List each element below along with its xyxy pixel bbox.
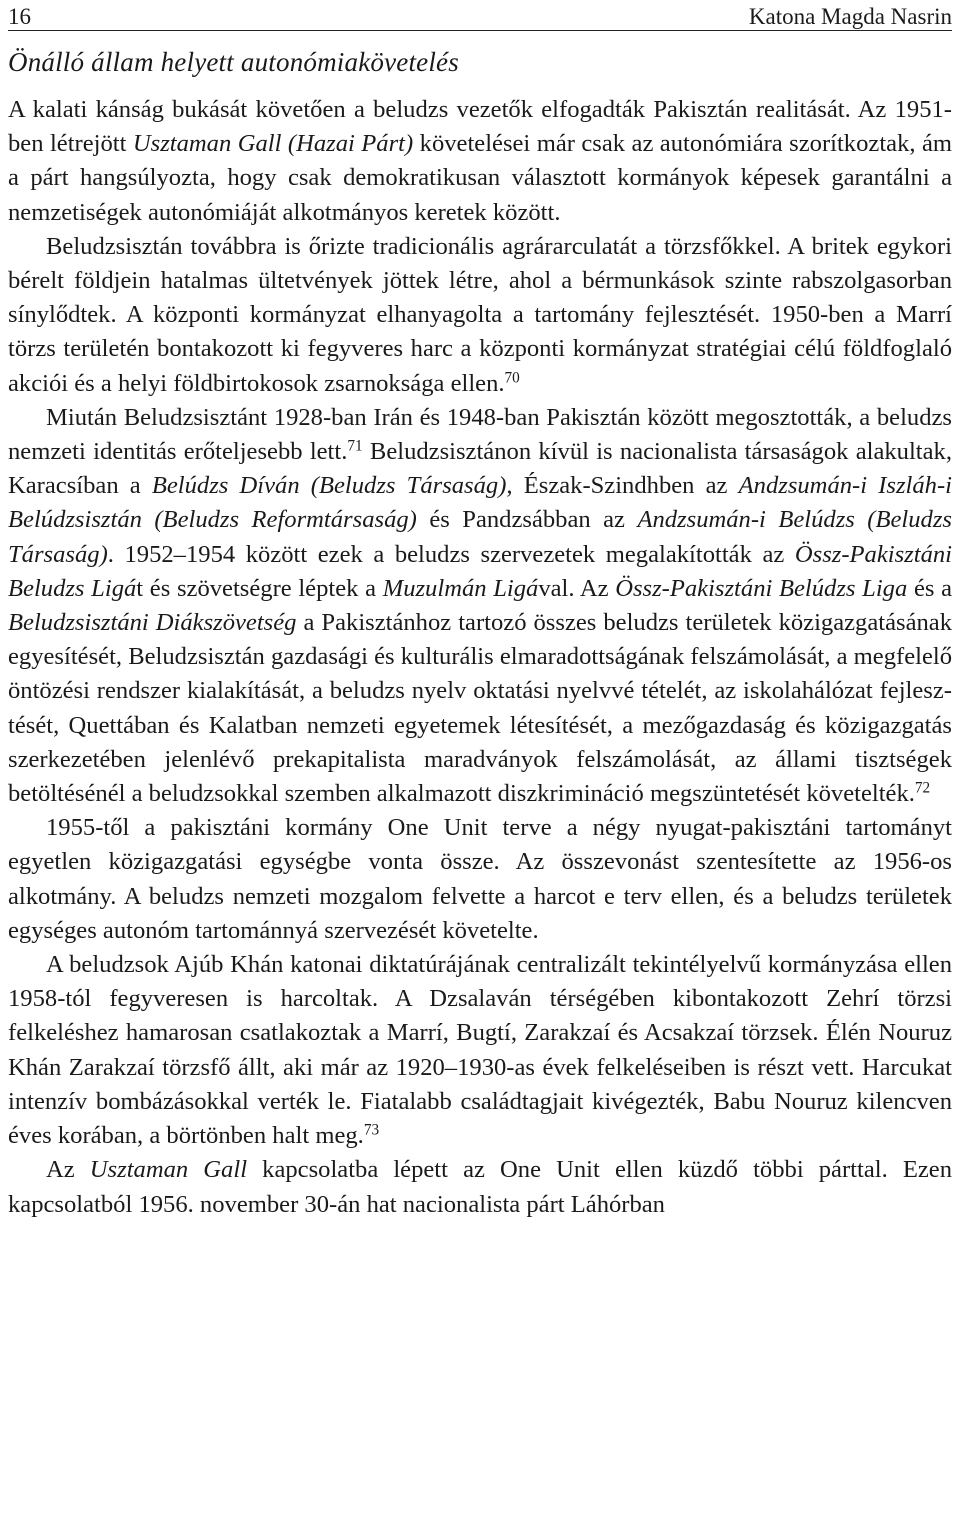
party-name-usztaman-gall: Usztaman Gall (Hazai Párt) xyxy=(132,130,414,158)
text-run: és a xyxy=(907,574,953,602)
body-text xyxy=(8,93,952,1222)
text-run: . 1952–1954 között ezek a beludzs szervezetek megalakították az xyxy=(107,540,795,568)
running-head-author: Katona Magda Nasrin xyxy=(748,4,952,29)
text-run: 1955-től a pakisztáni kormány One Unit terve a négy nyugat-pakisztáni tartományt egyetlen közigazgatási egységbe vonta össze. Az összevonást szentesítette az 1956-os alkotmány. A beludzs nemzeti mozgalom felvette a harcot e terv ellen, és a beludzs területek egységes autonóm tartománnyá szervezését követelte. xyxy=(8,814,952,944)
footnote-ref-73[interactable]: 73 xyxy=(363,1121,380,1139)
text-run: A kalati kánság bukását követően a beludzs vezetők elfogadták Pakisztán realitását. Az 1951-ben létrejött xyxy=(8,96,952,158)
text-run: és Pandzsábban az xyxy=(416,506,638,534)
text-run: Az xyxy=(46,1156,90,1184)
party-name-usztaman-gall: Usztaman Gall xyxy=(89,1156,248,1184)
section-title: Önálló állam helyett autonómiakövetelés xyxy=(8,47,459,77)
text-run: val. Az xyxy=(538,574,616,602)
italic-term: Andzsumán-i Belúdzs (Beludzs Társaság) xyxy=(8,506,953,568)
italic-term: Össz-Pakisztáni Belúdzs Liga xyxy=(615,574,908,602)
footnote-ref-72[interactable]: 72 xyxy=(914,779,931,797)
paragraph-5 xyxy=(8,948,952,1153)
paragraph-4 xyxy=(8,811,952,948)
text-run: követelései már csak az autonómiára szorítkoztak, ám a párt hangsúlyozta, hogy csak demokratikusan választott kormányok képesek garantálni a nemzetiségek autonómiáját alkotmányos keretek között. xyxy=(8,130,953,226)
text-run: Beludzsisztán továbbra is őrizte tradicionális agrárarculatát a törzsfőkkel. A britek egykori bérelt földjein hatalmas ültetvények jöttek létre, ahol a bérmunkások szinte rabszolgasorban sínylődtek. A központi kormányzat elhanyagolta a tartomány fejlesztését. 1950-ben a Marrí törzs területén bontakozott ki fegyveres harc a központi kormányzat stratégiai célú földfoglaló akciói és a helyi földbirtokosok zsarnoksága ellen. xyxy=(8,232,952,397)
italic-term: Össz-Pakisztáni Beludzs Ligá xyxy=(8,540,952,602)
text-run: a Pakisztánhoz tartozó összes beludzs területek közigazgatásának egyesítését, Beludzsisztán gazdasági és kulturális elmaradottságának felszámolását, a megfelelő öntözési rendszer kialakítását, a beludzs nyelv oktatási nyelvvé tételét, az iskolahálózat fejlesztését, Quettában és Kalatban nemzeti egyetemek létesítését, a mezőgazdaság és közigazgatás szerkezetében jelenlévő prekapitalista maradványok felszámolását, az állami tisztségek betöltésénél a beludzsokkal szemben alkalmazott diszkrimináció megszüntetését követelték. xyxy=(8,609,952,808)
text-run: Miután Beludzsisztánt 1928-ban Irán és 1948-ban Pakisztán között megosztották, a beludzs nemzeti identitás erőteljesebb lett. xyxy=(8,403,952,466)
italic-term: Beludzsisztáni Diákszövetség xyxy=(8,609,297,637)
footnote-ref-71[interactable]: 71 xyxy=(347,437,363,455)
text-run: Észak-Szindhben az xyxy=(512,472,739,500)
text-run: kapcsolatba lépett az One Unit ellen küzdő többi párttal. Ezen kapcsolatból 1956. november 30-án hat nacionalista párt Láhórban xyxy=(8,1156,952,1218)
text-run: t és szövetségre léptek a xyxy=(136,574,383,602)
italic-term: Andzsumán-i Iszláh-i Belúdzsisztán (Beludzs Reformtársaság) xyxy=(8,472,952,534)
paragraph-1 xyxy=(8,93,952,230)
text-run: Beludzsisztánon kívül is nacionalista társaságok alakultak, Karacsíban a xyxy=(8,438,952,500)
page-number: 16 xyxy=(8,4,31,29)
text-run: A beludzsok Ajúb Khán katonai diktatúrájának centralizált tekintélyelvű kormányzása ellen 1958-tól fegyveresen is harcoltak. A Dzsalaván térségében kibontakozott Zehrí törzsi felkeléshez hamarosan csatlakoztak a Marrí, Bugtí, Zarakzaí és Acsakzaí törzsek. Élén Nouruz Khán Zarakzaí törzsfő állt, aki már az 1920–1930-as évek felkeléseiben is részt vett. Harcukat intenzív bombázásokkal verték le. Fiatalabb családtagjait kivégezték, Babu Nouruz kilencven éves korában, a börtönben halt meg. xyxy=(8,951,952,1150)
paragraph-3 xyxy=(8,401,952,811)
running-head xyxy=(8,0,952,31)
book-page xyxy=(8,0,952,1222)
italic-term: Belúdzs Díván (Beludzs Társaság), xyxy=(151,472,513,500)
paragraph-2 xyxy=(8,230,952,401)
paragraph-6 xyxy=(8,1153,952,1221)
italic-term: Muzulmán Ligá xyxy=(382,574,539,602)
footnote-ref-70[interactable]: 70 xyxy=(504,369,520,387)
